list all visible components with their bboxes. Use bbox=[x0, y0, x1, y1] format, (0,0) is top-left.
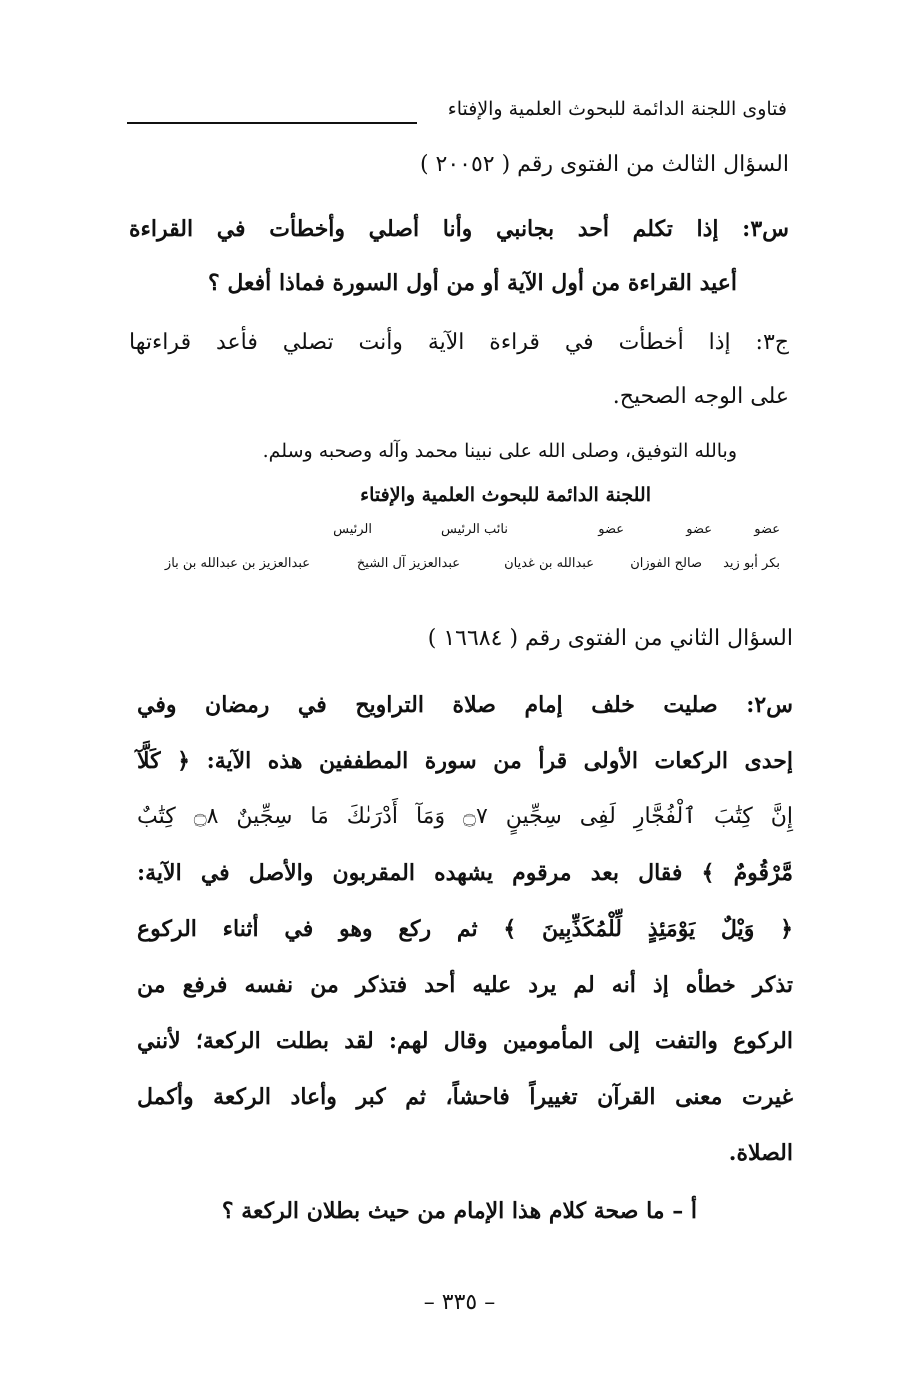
sub-question-a: أ – ما صحة كلام هذا الإمام من حيث بطلان الركعة ؟ bbox=[221, 1198, 697, 1224]
section1-question-line-1: س٣: إذا تكلم أحد بجانبي وأنا أصلي وأخطأت في القراءة bbox=[129, 216, 789, 242]
section2-question-line-2: إحدى الركعات الأولى قرأ من سورة المطففين هذه الآية: ﴿ كَلَّآ bbox=[137, 748, 793, 774]
signatory-title: الرئيس bbox=[333, 522, 372, 537]
section1-question-line-2: أعيد القراءة من أول الآية أو من أول السورة فماذا أفعل ؟ bbox=[208, 270, 737, 296]
page-number: – ٣٣٥ – bbox=[423, 1290, 496, 1315]
running-header bbox=[127, 98, 787, 134]
signatory-title: نائب الرئيس bbox=[441, 522, 508, 537]
closing-formula: وبالله التوفيق، وصلى الله على نبينا محمد وآله وصحبه وسلم. bbox=[262, 440, 737, 462]
section2-question-line-5: ﴿ وَيْلٌ يَوْمَئِذٍ لِّلْمُكَذِّبِينَ ﴾ ثم ركع وهو في أثناء الركوع bbox=[137, 916, 793, 942]
signatory-name: بكر أبو زيد bbox=[723, 556, 780, 571]
signatory-titles bbox=[120, 522, 780, 542]
section1-answer-line-1: ج٣: إذا أخطأت في قراءة الآية وأنت تصلي فأعد قراءتها bbox=[129, 330, 789, 355]
section1-title: السؤال الثالث من الفتوى رقم ( ٢٠٠٥٢ ) bbox=[419, 152, 789, 177]
signatory-names bbox=[120, 556, 780, 576]
section2-question-line-6: تذكر خطأه إذ أنه لم يرد عليه أحد فتذكر من نفسه فرفع من bbox=[137, 972, 793, 998]
signatory-name: صالح الفوزان bbox=[630, 556, 702, 571]
section2-question-line-8: غيرت معنى القرآن تغييراً فاحشاً، ثم كبر وأعاد الركعة وأكمل bbox=[137, 1084, 793, 1110]
section2-question-line-9: الصلاة. bbox=[728, 1140, 793, 1166]
header-rule bbox=[127, 122, 417, 124]
committee-name: اللجنة الدائمة للبحوث العلمية والإفتاء bbox=[360, 484, 651, 506]
section2-question-line-7: الركوع والتفت إلى المأمومين وقال لهم: لقد بطلت الركعة؛ لأنني bbox=[137, 1028, 793, 1054]
signatory-name: عبدالعزيز آل الشيخ bbox=[356, 556, 460, 571]
signatory-title: عضو bbox=[598, 522, 624, 537]
section2-question-line-3: إِنَّ كِتَٰبَ ٱلْفُجَّارِ لَفِى سِجِّينٍ ۝٧ وَمَآ أَدْرَىٰكَ مَا سِجِّينٌ ۝٨ كِتَٰبٌ bbox=[137, 804, 793, 829]
signatory-name: عبدالعزيز بن عبدالله بن باز bbox=[164, 556, 310, 571]
section2-question-line-1: س٢: صليت خلف إمام صلاة التراويح في رمضان وفي bbox=[137, 692, 793, 718]
running-title: فتاوى اللجنة الدائمة للبحوث العلمية والإفتاء bbox=[447, 98, 787, 120]
section2-question-line-4: مَّرْقُومٌ ﴾ فقال بعد مرقوم يشهده المقربون والأصل في الآية: bbox=[137, 860, 793, 886]
signatory-title: عضو bbox=[686, 522, 712, 537]
section1-answer-line-2: على الوجه الصحيح. bbox=[612, 384, 789, 409]
signatory-name: عبدالله بن غديان bbox=[504, 556, 594, 571]
section2-title: السؤال الثاني من الفتوى رقم ( ١٦٦٨٤ ) bbox=[427, 626, 793, 651]
signatory-title: عضو bbox=[754, 522, 780, 537]
